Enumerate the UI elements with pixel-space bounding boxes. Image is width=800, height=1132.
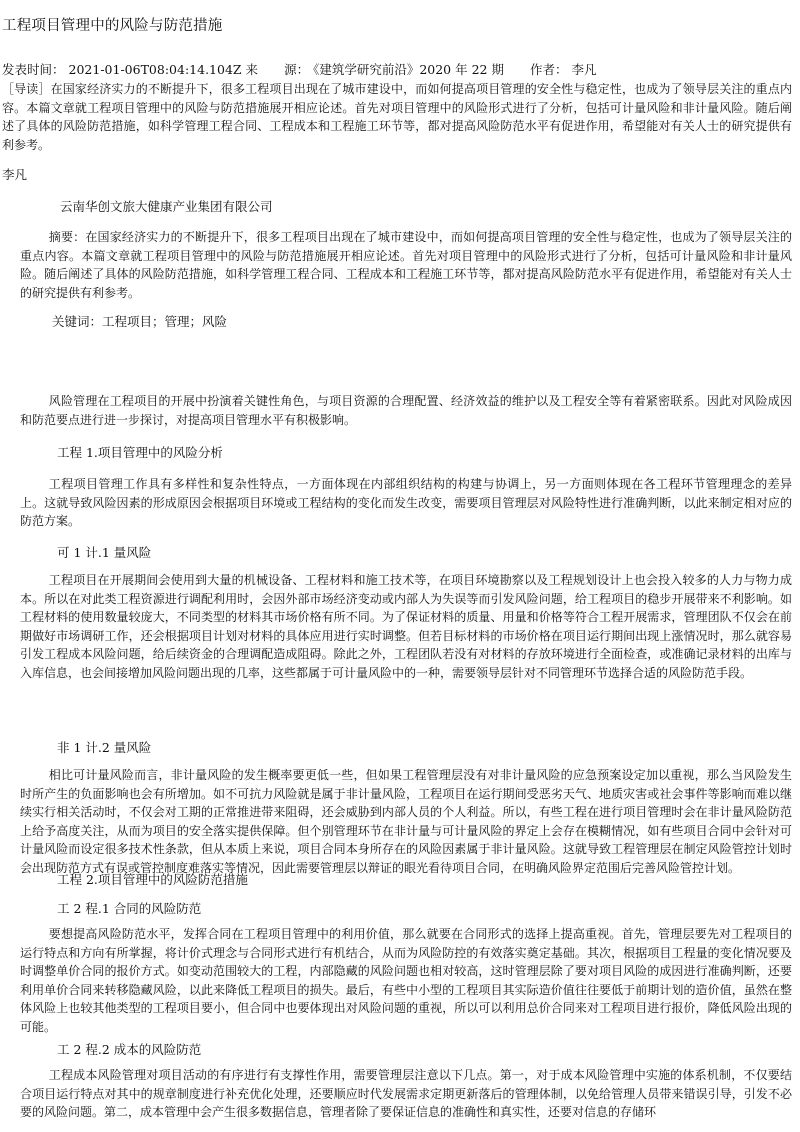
subsection-heading: 可 1 计.1 量风险: [57, 545, 152, 560]
section-heading: 工程 1.项目管理中的风险分析: [57, 445, 223, 460]
abstract-paragraph: 摘要：在国家经济实力的不断提升下，很多工程项目出现在了城市建设中，而如何提高项目管理的安全性与稳定性，也成为了领导层关注的重点内容。本篇文章就工程项目管理中的风险与防范措施展开相应论述。首先对项目管理中的风险形式进行了分析，包括可计量风险和非计量风险。随后阐述了具体的风险防范措施，如科学管理工程合同、工程成本和工程施工环节等，都对提高风险防范水平有促进作用，希望能对有关人士的研究提供有利参考。: [20, 230, 792, 300]
intro-paragraph: 风险管理在工程项目的开展中扮演着关键性角色，与项目资源的合理配置、经济效益的维护以及工程安全等有着紧密联系。因此对风险成因和防范要点进行进一步探讨，对提高项目管理水平有积极影响。: [20, 394, 792, 427]
section-paragraph: 工程项目在开展期间会使用到大量的机械设备、工程材料和施工技术等，在项目环境勘察以及工程规划设计上也会投入较多的人力与物力成本。所以在对此类工程资源进行调配利用时，会因外部市场经济变动或内部人为失误等而引发风险问题，给工程项目的稳步开展带来不利影响。如工程材料的使用数量较庞大，不同类型的材料其市场价格有所不同。为了保证材料的质量、用量和价格等符合工程开展需求，管理团队不仅会在前期做好市场调研工作，还会根据项目计划对材料的具体应用进行实时调整。但若目标材料的市场价格在项目运行期间出现上涨情况时，那么就容易引发工程成本风险问题，给后续资金的合理调配造成阻碍。除此之外，工程团队若没有对材料的存放环境进行全面检查，或准确记录材料的出库与入库信息，也会间接增加风险问题出现的几率，这些都属于可计量风险中的一种，需要领导层针对不同管理环节选择合适的风险防范手段。: [20, 573, 792, 680]
organization-name: 云南华创文旅大健康产业集团有限公司: [60, 199, 273, 214]
published-value: 2021-01-06T08:04:14.104Z 来: [68, 62, 259, 77]
article-meta: [2, 60, 601, 78]
section-paragraph: 要想提高风险防范水平，发挥合同在工程项目管理中的利用价值，那么就要在合同形式的选择上提高重视。首先，管理层要先对工程项目的运行特点和方向有所掌握，将计价式理念与合同形式进行有机结合，从而为风险防控的有效落实奠定基础。其次，根据项目工程量的变化情况要及时调整单价合同的报价方式。如变动范围较大的工程，内部隐藏的风险问题也相对较高，这时管理层除了要对项目风险的成因进行准确判断，还要利用单价合同来转移隐藏风险，以此来降低工程项目的损失。最后，有些中小型的工程项目其实际造价值往往要低于前期计划的造价值，虽然在整体风险上也较其他类型的工程项目要小，但合同中也要体现出对风险问题的重视，所以可以利用总价合同来对工程项目进行报价，降低风险出现的可能。: [20, 927, 792, 1034]
section-heading: 工程 2.项目管理中的风险防范措施: [57, 872, 248, 887]
keywords: 关键词：工程项目；管理；风险: [52, 314, 228, 329]
article-title: 工程项目管理中的风险与防范措施: [2, 18, 223, 34]
author-name: 李凡: [2, 167, 28, 182]
subsection-heading: 工 2 程.1 合同的风险防范: [57, 901, 202, 916]
author-value: 李凡: [571, 62, 597, 77]
section-paragraph: 相比可计量风险而言，非计量风险的发生概率要更低一些，但如果工程管理层没有对非计量风险的应急预案设定加以重视，那么当风险发生时所产生的负面影响也会有所增加。如不可抗力风险就是属于非计量风险，工程项目在运行期间受恶劣天气、地质灾害或社会事件等影响而难以继续实行相关活动时，不仅会对工期的正常推进带来阻碍，还会威胁到内部人员的个人利益。所以，有些工程在进行项目管理时会在非计量风险防范上给予高度关注，从而为项目的安全落实提供保障。但个别管理环节在非计量与可计量风险的界定上会存在模糊情况，如有些项目合同中会针对可计量风险而设定很多技术性条款，但从本质上来说，项目合同本身所存在的风险因素属于非计量风险。这就导致工程管理层在制定风险管控计划时会出现防范方式有误或管控制度难落实等情况，因此需要管理层以辩证的眼光看待项目合同，在明确风险界定范围后完善风险管控计划。: [20, 768, 792, 875]
section-paragraph: 工程项目管理工作具有多样性和复杂性特点，一方面体现在内部组织结构的构建与协调上，另一方面则体现在各工程环节管理理念的差异上。这就导致风险因素的形成原因会根据项目环境或工程结构的变化而发生改变，需要项目管理层对风险特性进行准确判断，以此来制定相对应的防范方案。: [20, 477, 792, 528]
subsection-heading: 非 1 计.2 量风险: [57, 740, 152, 755]
author-label: 作者：: [529, 62, 568, 77]
published-label: 发表时间：: [2, 62, 65, 77]
lead-paragraph: ［导读］在国家经济实力的不断提升下，很多工程项目出现在了城市建设中，而如何提高项目管理的安全性与稳定性，也成为了领导层关注的重点内容。本篇文章就工程项目管理中的风险与防范措施展开相应论述。首先对项目管理中的风险形式进行了分析，包括可计量风险和非计量风险。随后阐述了具体的风险防范措施，如科学管理工程合同、工程成本和工程施工环节等，都对提高风险防范水平有促进作用，希望能对有关人士的研究提供有利参考。: [2, 82, 792, 152]
section-paragraph: 工程成本风险管理对项目活动的有序进行有支撑性作用，需要管理层注意以下几点。第一，对于成本风险管理中实施的体系机制，不仅要结合项目运行特点对其中的规章制度进行补充优化处理，还要顺应时代发展需求定期更新落后的管理体制，以免给管理人员带来错误引导，引发不必要的风险问题。第二，成本管理中会产生很多数据信息，管理者除了要保证信息的准确性和真实性，还要对信息的存储环: [20, 1068, 792, 1119]
source-label: 源：: [284, 62, 310, 77]
subsection-heading: 工 2 程.2 成本的风险防范: [57, 1042, 202, 1057]
source-value: 《建筑学研究前沿》2020 年 22 期: [313, 62, 504, 77]
